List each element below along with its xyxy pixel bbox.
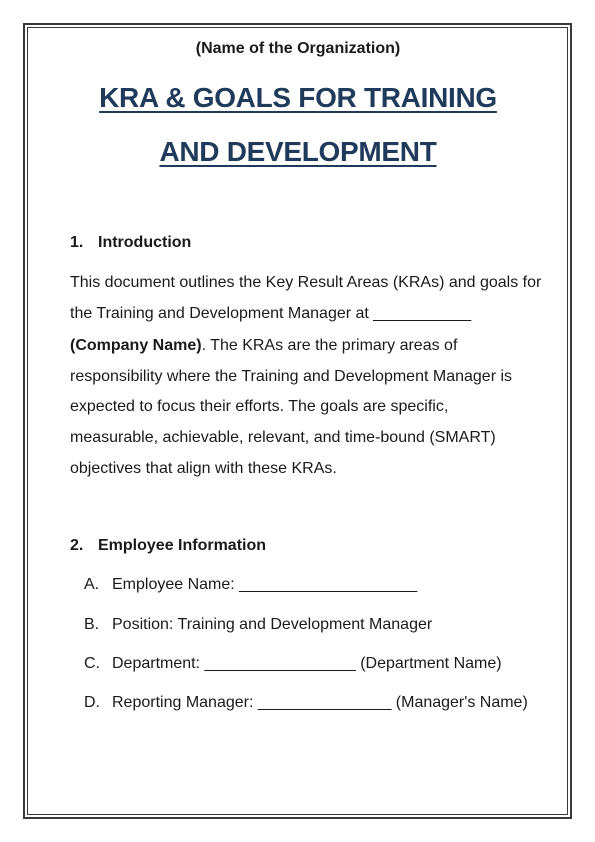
paragraph-line: objectives that align with these KRAs. — [70, 460, 337, 477]
section-number: 2. — [70, 537, 84, 554]
paragraph-line: the Training and Development Manager at ___________ — [70, 305, 472, 322]
list-text: Department: _________________ (Department Name) — [112, 655, 502, 672]
list-item-position — [84, 614, 432, 636]
list-text: Position: Training and Development Manager — [112, 616, 433, 633]
company-name-placeholder: (Company Name) — [70, 337, 202, 354]
section-title: Employee Information — [98, 537, 267, 554]
paragraph-text: . The KRAs are the primary areas of — [201, 337, 458, 354]
organization-name: (Name of the Organization) — [195, 40, 401, 57]
list-letter: C. — [84, 655, 100, 672]
section-heading-introduction — [70, 232, 191, 254]
section-number: 1. — [70, 234, 84, 251]
list-text: Reporting Manager: _______________ (Manager's Name) — [112, 694, 528, 711]
list-item-reporting-manager — [84, 692, 528, 714]
document-title-line-1: KRA & GOALS FOR TRAINING — [99, 82, 497, 113]
paragraph-line: responsibility where the Training and Development Manager is — [70, 368, 513, 385]
paragraph-line — [70, 335, 457, 357]
list-text: Employee Name: ____________________ — [112, 576, 418, 593]
list-letter: D. — [84, 694, 100, 711]
list-letter: B. — [84, 616, 100, 633]
paragraph-line: This document outlines the Key Result Areas (KRAs) and goals for — [70, 274, 542, 291]
document-title-line-2: AND DEVELOPMENT — [159, 136, 437, 167]
paragraph-line: measurable, achievable, relevant, and time-bound (SMART) — [70, 429, 496, 446]
list-item-department — [84, 653, 502, 675]
paragraph-line: expected to focus their efforts. The goals are specific, — [70, 398, 449, 415]
section-heading-employee-information — [70, 535, 266, 557]
section-title: Introduction — [98, 234, 192, 251]
list-item-employee-name — [84, 574, 417, 596]
list-letter: A. — [84, 576, 100, 593]
